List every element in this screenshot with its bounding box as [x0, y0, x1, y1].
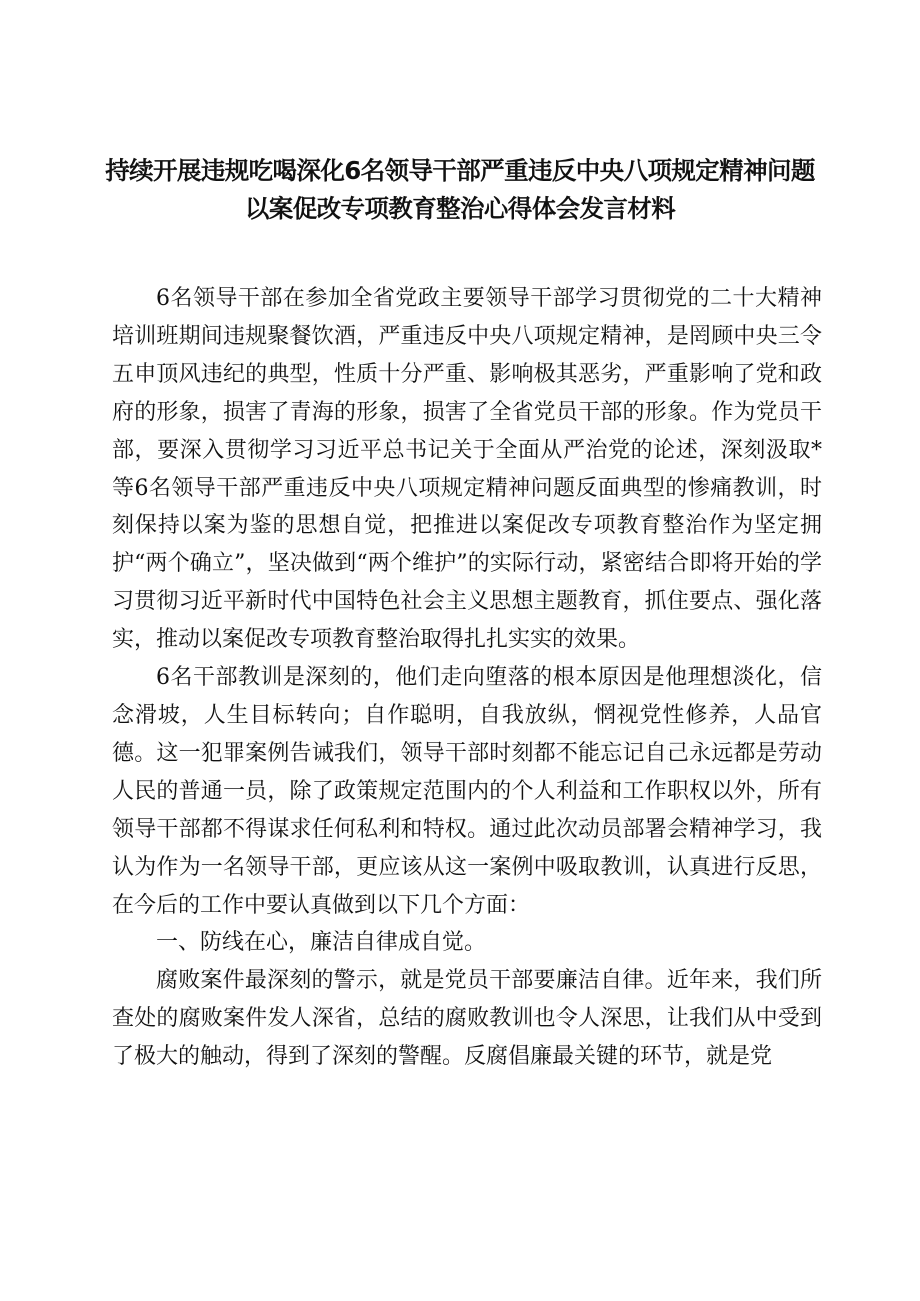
document-title: 持续开展违规吃喝深化6名领导干部严重违反中央八项规定精神问题以案促改专项教育整治心得体会发言材料 — [105, 156, 815, 223]
section-heading-1: 一、防线在心，廉洁自律成自觉。 — [156, 930, 487, 956]
body-paragraph-2: 6名干部教训是深刻的，他们走向堕落的根本原因是他理想淡化，信念滑坡，人生目标转向；自作聪明，自我放纵，惘视党性修养，人品官德。这一犯罪案例告诫我们，领导干部时刻都不能忘记自己永远都是劳动人民的普通一员，除了政策规定范围内的个人利益和工作职权以外，所有领导干部都不得谋求任何私利和特权。通过此次动员部署会精神学习，我认为作为一名领导干部，更应该从这一案例中吸取教训，认真进行反思，在今后的工作中要认真做到以下几个方面： — [112, 665, 822, 918]
body-paragraph-1: 6名领导干部在参加全省党政主要领导干部学习贯彻党的二十大精神培训班期间违规聚餐饮酒，严重违反中央八项规定精神，是罔顾中央三令五申顶风违纪的典型，性质十分严重、影响极其恶劣，严重影响了党和政府的形象，损害了青海的形象，损害了全省党员干部的形象。作为党员干部，要深入贯彻学习习近平总书记关于全面从严治党的论述，深刻汲取*等6名领导干部严重违反中央八项规定精神问题反面典型的惨痛教训，时刻保持以案为鉴的思想自觉，把推进以案促改专项教育整治作为坚定拥护“两个确立”，坚决做到“两个维护”的实际行动，紧密结合即将开始的学习贯彻习近平新时代中国特色社会主义思想主题教育，抓住要点、强化落实，推动以案促改专项教育整治取得扎扎实实的效果。 — [112, 286, 822, 653]
body-paragraph-3: 腐败案件最深刻的警示，就是党员干部要廉洁自律。近年来，我们所查处的腐败案件发人深省，总结的腐败教训也令人深思，让我们从中受到了极大的触动，得到了深刻的警醒。反腐倡廉最关键的环节，就是党 — [112, 968, 822, 1070]
document-body — [112, 280, 822, 1076]
